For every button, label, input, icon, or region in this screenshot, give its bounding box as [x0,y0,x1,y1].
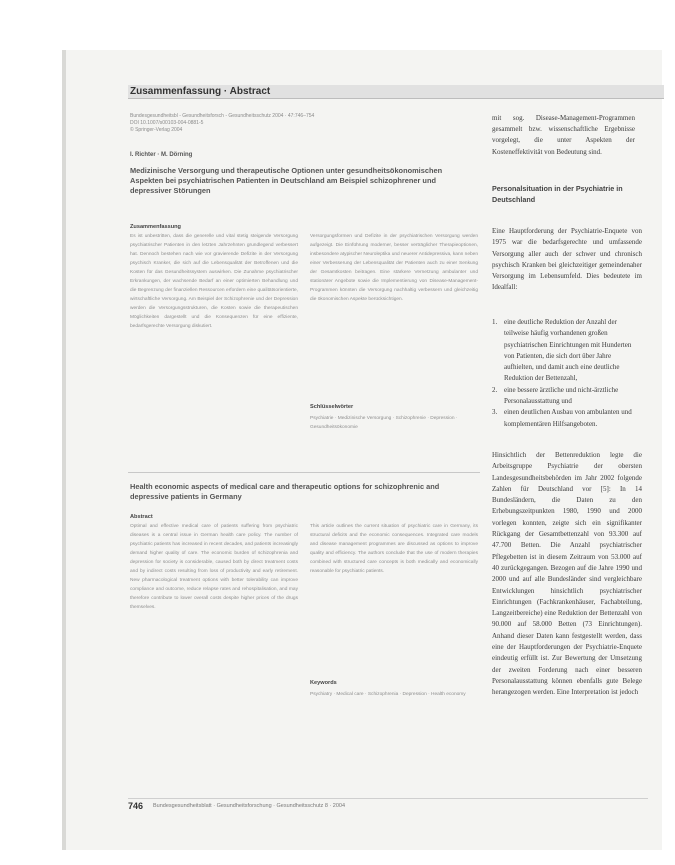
list-item-number: 2. [492,385,498,394]
section-divider [128,472,480,473]
page-edge-shadow [62,50,66,850]
right-column-paragraph-2: Hinsichtlich der Bettenreduktion legte die Arbeitsgruppe Psychiatrie der obersten Landesgesundheitsbehörden im Jahr 2002 folgende Zahlen für Deutschland vor [5]: In 14 Bundesländern, die Daten zu den Erhebungszeitpunkten 1980, 1990 und 2000 vorlegen konnten, zeigte sich ein signifikanter Rückgang der Gesamtbettenzahl von 93.300 auf 47.700 Betten. Die Anzahl psychiatrischer Pflegebetten ist in diesem Zeitraum von 53.000 auf 40 zurückgegangen. Bezogen auf die Jahre 1990 und 2000 und auf alle Bundesländer sind vergleichbare Entwicklungen hinsichtlich psychiatrischer Einrichtungen (Fachkrankenhäuser, Fachabteilung, Langzeitbereiche) eine Reduktion der Bettenzahl von 90.000 auf 58.000 Betten (73 Einrichtungen). Anhand dieser Daten kann festgestellt werden, dass eine der Hauptforderungen der Psychiatrie-Enquete eindeutig erfüllt ist. Zur Bewertung der Umsetzung der zweiten Forderung nach einer besseren Personalausstattung können ebenfalls gute Belege herangezogen werden. Eine Interpretation ist jedoch [492,451,642,697]
footer-journal: Bundesgesundheitsblatt · Gesundheitsforschung · Gesundheitsschutz 8 · 2004 [153,803,346,809]
requirements-list [492,317,642,430]
list-item-number: 3. [492,408,498,417]
list-item-number: 1. [492,318,498,326]
english-abstract-col1: Optimal and effective medical care of patients suffering from psychiatric diseases is a central issue in German health care policy. The number of psychiatric patients has increased in recent decades, and patients increasingly demand higher quality of care. The economic burden of schizophrenia and depression for society is considerable, caused both by direct treatment costs and by indirect costs resulting from loss of productivity and early retirement. New pharmacological treatment options with better tolerability can improve compliance and outcome, reduce relapse rates and rehospitalisation, and may therefore contribute to lower overall costs despite higher prices of the drugs themselves. [130,524,298,610]
english-abstract-heading: Abstract [130,514,153,520]
german-summary-heading: Zusammenfassung [130,224,181,230]
right-column-paragraph-1: Eine Hauptforderung der Psychiatrie-Enquete von 1975 war die bedarfsgerechte und umfassende Versorgung aller auch der schwer und chronisch psychisch Kranken bei gleichzeitiger gemeindenaher Versorgung im Lebensumfeld. Dies bedeutete im Idealfall: [492,227,642,292]
list-item-text: eine bessere ärztliche und nicht-ärztliche Personalausstattung und [504,385,619,406]
list-item-text: eine deutliche Reduktion der Anzahl der teilweise häufig vorhandenen großen psychiatrischen Einrichtungen mit Hunderten von Patienten, die sich dort über Jahre aufhielten, und damit auch eine deutliche Reduktion der Bettenzahl, [504,318,632,383]
german-keywords-heading: Schlüsselwörter [310,404,354,410]
citation-line: Bundesgesundheitsbl - Gesundheitsforsch - Gesundheitsschutz 2004 · 47:746–754 [130,113,315,119]
list-item-text: einen deutlichen Ausbau von ambulanten und komplementären Hilfsangeboten. [504,408,632,428]
german-keywords: Psychiatrie · Medizinische Versorgung · Schizophrenie · Depression · Gesundheitsökonomie [310,416,458,430]
english-keywords-heading: Keywords [310,680,337,686]
german-title: Medizinische Versorgung und therapeutische Optionen unter gesundheitsökonomischen Aspekten bei psychiatrischen Patienten in Deutschland am Beispiel schizophrener und depressiver Störungen [130,166,443,195]
copyright-line: © Springer-Verlag 2004 [130,127,183,133]
section-header-title: Zusammenfassung · Abstract [130,86,271,97]
english-keywords: Psychiatry · Medical care · Schizophrenia · Depression · Health economy [310,692,466,697]
section-title-personalsituation: Personalsituation in der Psychiatrie in Deutschland [492,184,623,204]
page-number: 746 [128,801,144,811]
doi-line: DOI 10.1007/s00103-004-0881-5 [130,120,204,126]
german-summary-col1: Es ist unbestritten, dass die generelle und vital stetig steigende Versorgung psychiatrischer Patienten in den letzten Jahrzehnten grundlegend verbessert hat. Dennoch bestehen nach wie vor gravierende Defizite in der Versorgung psychisch Kranker, die sich auf die Lebensqualität der Betroffenen und die Kosten für das Gesundheitssystem auswirken. Die Zunahme psychiatrischer Erkrankungen, der wachsende Bedarf an einer optimierten Behandlung und die Begrenzung der finanziellen Ressourcen erfordern eine qualitätsorientierte, wirtschaftliche Versorgung. Am Beispiel der Schizophrenie und der Depression werden die Versorgungsstrukturen, die Kosten sowie die therapeutischen Möglichkeiten dargestellt und die Konsequenzen für eine effiziente, bedarfsgerechte Versorgung diskutiert. [130,234,298,329]
authors: I. Richter · M. Dörning [130,152,193,158]
list-item [492,407,642,430]
german-summary-col2: Versorgungsformen und Defizite in der psychiatrischen Versorgung werden aufgezeigt. Die Einführung moderner, besser verträglicher Therapieoptionen, insbesondere atypischer Neuroleptika und neuerer Antidepressiva, kann neben einer Verbesserung der Lebensqualität der Patienten auch zu einer Senkung der Gesamtkosten beitragen. Eine stärkere Vernetzung ambulanter und stationärer Angebote sowie die Implementierung von Disease-Management-Programmen könnten die Versorgung nachhaltig verbessern und gleichzeitig die ökonomischen Aspekte berücksichtigen. [310,234,478,302]
right-column-intro: mit sog. Disease-Management-Programmen gesammelt bzw. wissenschaftliche Ergebnisse vorgelegt, die unter Aspekten der Kosteneffektivität von Bedeutung sind. [492,114,635,156]
footer-rule [128,798,648,799]
english-abstract-col2: This article outlines the current situation of psychiatric care in Germany, its structural deficits and the economic consequences. Integrated care models and disease management programmes are discussed as options to improve quality and efficiency. The authors conclude that the use of modern therapies combined with structured care concepts is both medically and economically reasonable for psychiatric patients. [310,524,478,574]
list-item [492,385,642,408]
english-title: Health economic aspects of medical care and therapeutic options for schizophrenic and depressive patients in Germany [130,482,440,501]
list-item [492,317,642,385]
